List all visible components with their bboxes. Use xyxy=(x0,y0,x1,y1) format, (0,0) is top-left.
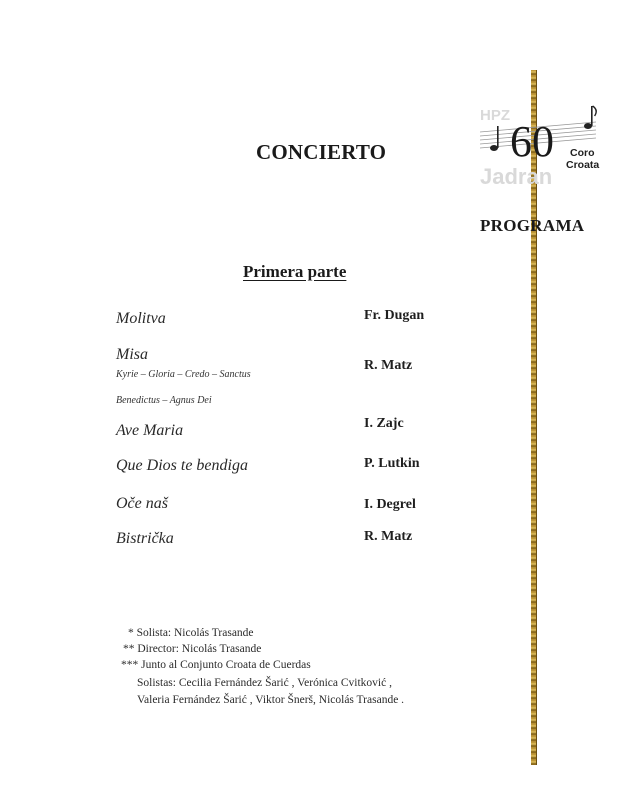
piece-title: Misa xyxy=(116,346,148,363)
piece-title: Bistrička xyxy=(116,530,174,547)
logo-watermark-top: HPZ xyxy=(480,107,510,124)
footnote-director: ** Director: Nicolás Trasande xyxy=(123,643,262,655)
piece-composer: I. Zajc xyxy=(364,416,404,431)
piece-composer: R. Matz xyxy=(364,529,413,544)
piece-title: Ave Maria xyxy=(116,422,184,439)
footnote-soloist: * Solista: Nicolás Trasande xyxy=(128,627,254,639)
piece-title: Que Dios te bendiga xyxy=(116,457,248,474)
piece-title: Oče naš xyxy=(116,495,168,512)
piece-movements: Kyrie – Gloria – Credo – Sanctus xyxy=(116,369,251,380)
logo-number: 60 xyxy=(510,117,554,166)
piece-movements: Benedictus – Agnus Dei xyxy=(116,395,212,406)
coro-croata-logo xyxy=(476,96,606,192)
section-heading: Primera parte xyxy=(243,262,347,281)
logo-watermark-bottom: Jadran xyxy=(480,164,553,189)
piece-title: Molitva xyxy=(116,310,166,327)
footnote-soloists-line1: Solistas: Cecilia Fernández Šarić , Verónica Cvitković , xyxy=(137,677,392,689)
logo-croata-text: Croata xyxy=(566,159,600,171)
page-title: CONCIERTO xyxy=(256,140,387,164)
footnote-ensemble: *** Junto al Conjunto Croata de Cuerdas xyxy=(121,659,311,671)
footnote-soloists-line2: Valeria Fernández Šarić , Viktor Šnerš, Nicolás Trasande . xyxy=(137,694,405,706)
piece-composer: P. Lutkin xyxy=(364,456,420,471)
logo-graphic xyxy=(476,96,606,192)
piece-composer: I. Degrel xyxy=(364,497,416,512)
logo-coro-text: Coro xyxy=(570,147,595,159)
piece-composer: R. Matz xyxy=(364,358,413,373)
piece-composer: Fr. Dugan xyxy=(364,308,425,323)
programa-heading: PROGRAMA xyxy=(480,216,585,235)
